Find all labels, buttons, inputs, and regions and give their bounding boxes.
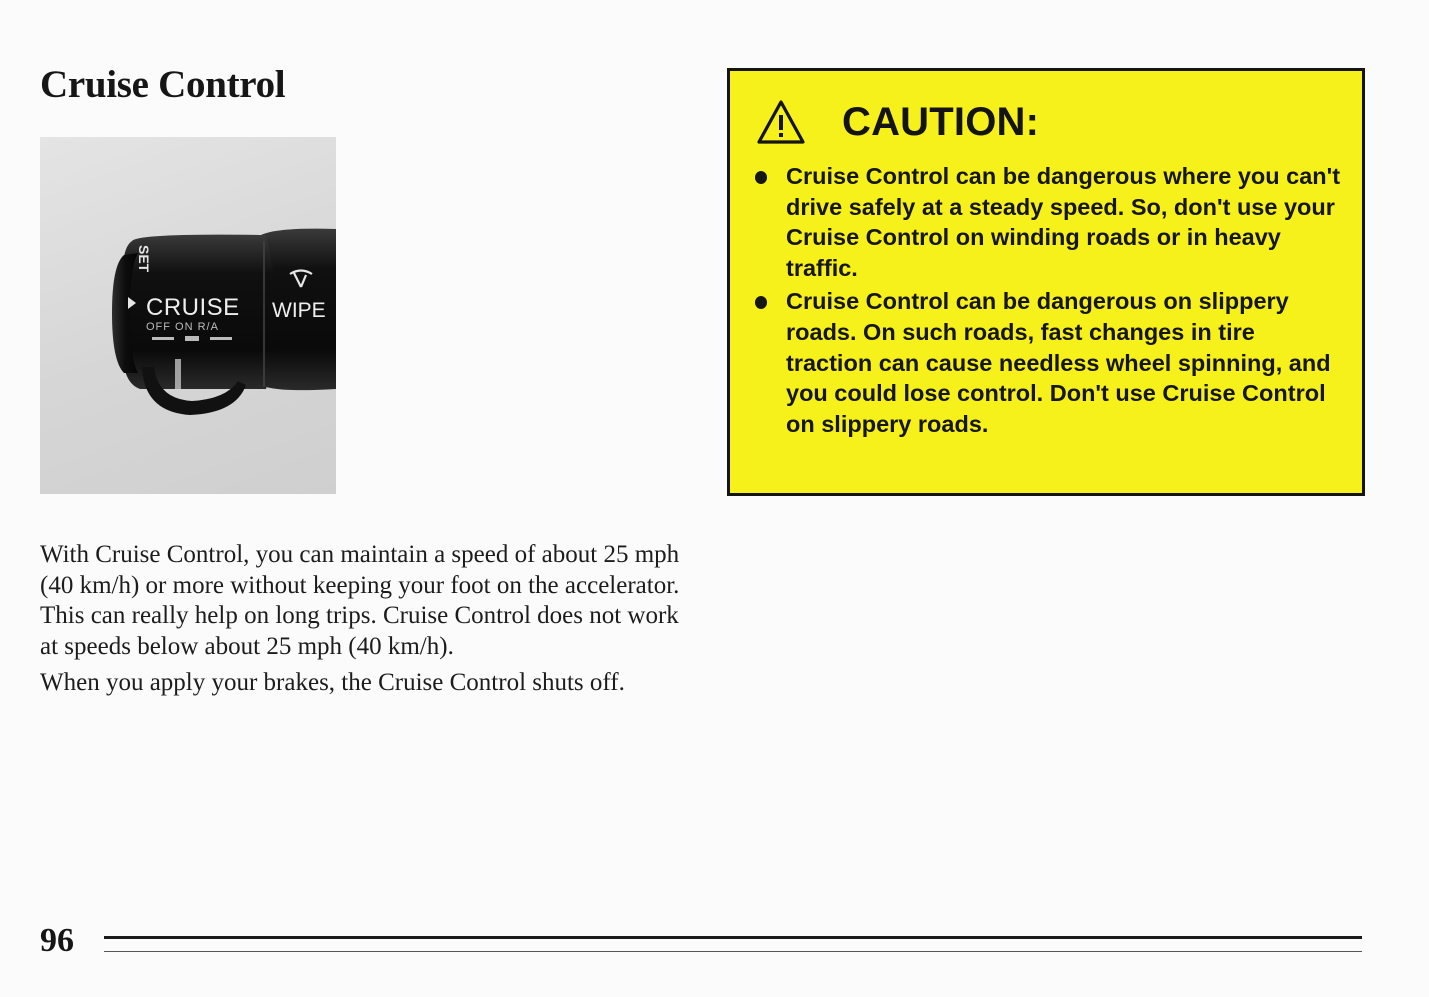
body-text — [40, 540, 680, 705]
svg-text:SET: SET — [136, 245, 152, 273]
caution-header — [756, 99, 1039, 145]
warning-triangle-icon — [756, 99, 806, 145]
caution-list — [752, 161, 1342, 442]
page-number: 96 — [40, 922, 74, 959]
caution-title: CAUTION: — [842, 99, 1040, 144]
bullet-icon — [755, 171, 767, 184]
page-title: Cruise Control — [40, 63, 286, 106]
cruise-label: CRUISE — [146, 294, 240, 321]
positions-label: OFF ON R/A — [146, 321, 219, 333]
bullet-icon — [755, 296, 767, 309]
wiper-label: WIPE — [272, 299, 326, 322]
footer-rule — [104, 936, 1362, 939]
cruise-control-stalk-photo — [40, 137, 336, 494]
caution-box — [727, 68, 1365, 496]
footer-rule-thin — [104, 951, 1362, 952]
caution-item — [752, 161, 1342, 283]
paragraph: With Cruise Control, you can maintain a speed of about 25 mph (40 km/h) or more without keeping your foot on the accelerator. This can really help on long trips. Cruise Control does not work at speeds below about 25 mph (40 km/h). — [40, 541, 680, 660]
caution-item-text: Cruise Control can be dangerous where you can't drive safely at a steady speed. So, don't use your Cruise Control on winding roads or in heavy traffic. — [786, 163, 1341, 281]
caution-item — [752, 286, 1342, 439]
set-label — [136, 245, 152, 273]
caution-item-text: Cruise Control can be dangerous on slippery roads. On such roads, fast changes in tire traction can cause needless wheel spinning, and you could lose control. Don't use Cruise Control on slippery roads. — [786, 288, 1331, 437]
paragraph: When you apply your brakes, the Cruise Control shuts off. — [40, 669, 625, 696]
